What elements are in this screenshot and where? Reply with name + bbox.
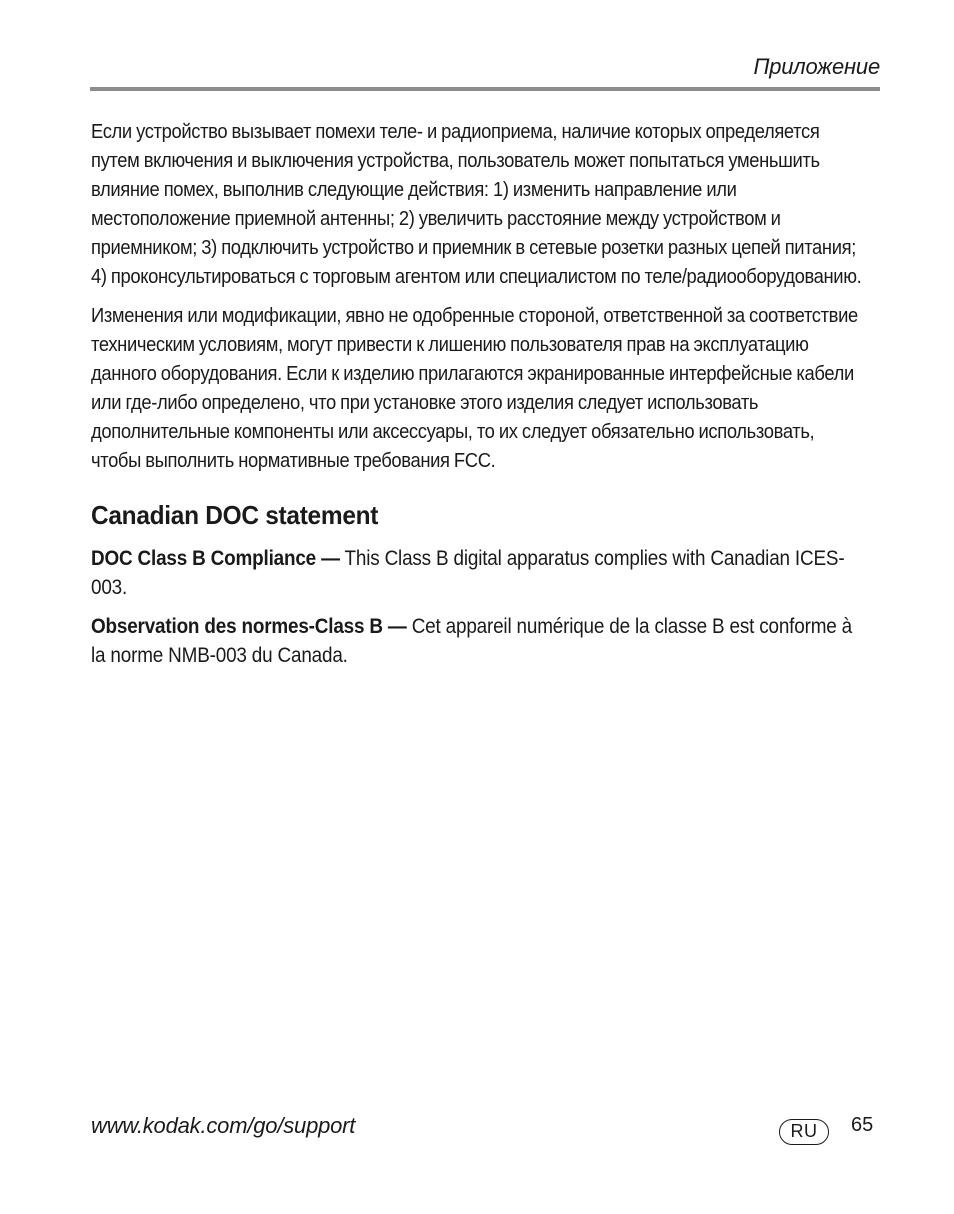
observation-normes-lead: Observation des normes-Class B — (91, 615, 407, 638)
page-number: 65 (851, 1114, 874, 1136)
header-divider (90, 87, 880, 91)
footer-support-link[interactable]: www.kodak.com/go/support (91, 1113, 356, 1138)
paragraph-doc-class-b (91, 544, 866, 602)
page-content (91, 118, 866, 680)
doc-class-b-text: This Class B digital apparatus complies with Canadian ICES-003. (91, 547, 845, 599)
doc-class-b-lead: DOC Class B Compliance — (91, 547, 340, 570)
paragraph-modifications-ru: Изменения или модификации, явно не одобренные стороной, ответственной за соответствие техническим условиям, могут привести к лишению пользователя прав на эксплуатацию данного оборудования. Если к изделию прилагаются экранированные интерфейсные кабели или где-либо определено, что при установке этого изделия следует использовать дополнительные компоненты или аксессуары, то их следует обязательно использовать, чтобы выполнить нормативные требования FCC. (91, 305, 858, 472)
language-badge: RU (779, 1119, 829, 1145)
paragraph-observation-normes (91, 612, 866, 670)
section-heading-canadian-doc: Canadian DOC statement (91, 500, 379, 530)
paragraph-interference-ru: Если устройство вызывает помехи теле- и радиоприема, наличие которых определяется путем включения и выключения устройства, пользователь может попытаться уменьшить влияние помех, выполнив следующие действия: 1) изменить направление или местоположение приемной антенны; 2) увеличить расстояние между устройством и приемником; 3) подключить устройство и приемник в сетевые розетки разных цепей питания; 4) проконсультироваться с торговым агентом или специалистом по теле/радиооборудованию. (91, 121, 862, 288)
observation-normes-text: Cet appareil numérique de la classe B est conforme à la norme NMB-003 du Canada. (91, 615, 853, 667)
page-header-title: Приложение (753, 54, 880, 79)
